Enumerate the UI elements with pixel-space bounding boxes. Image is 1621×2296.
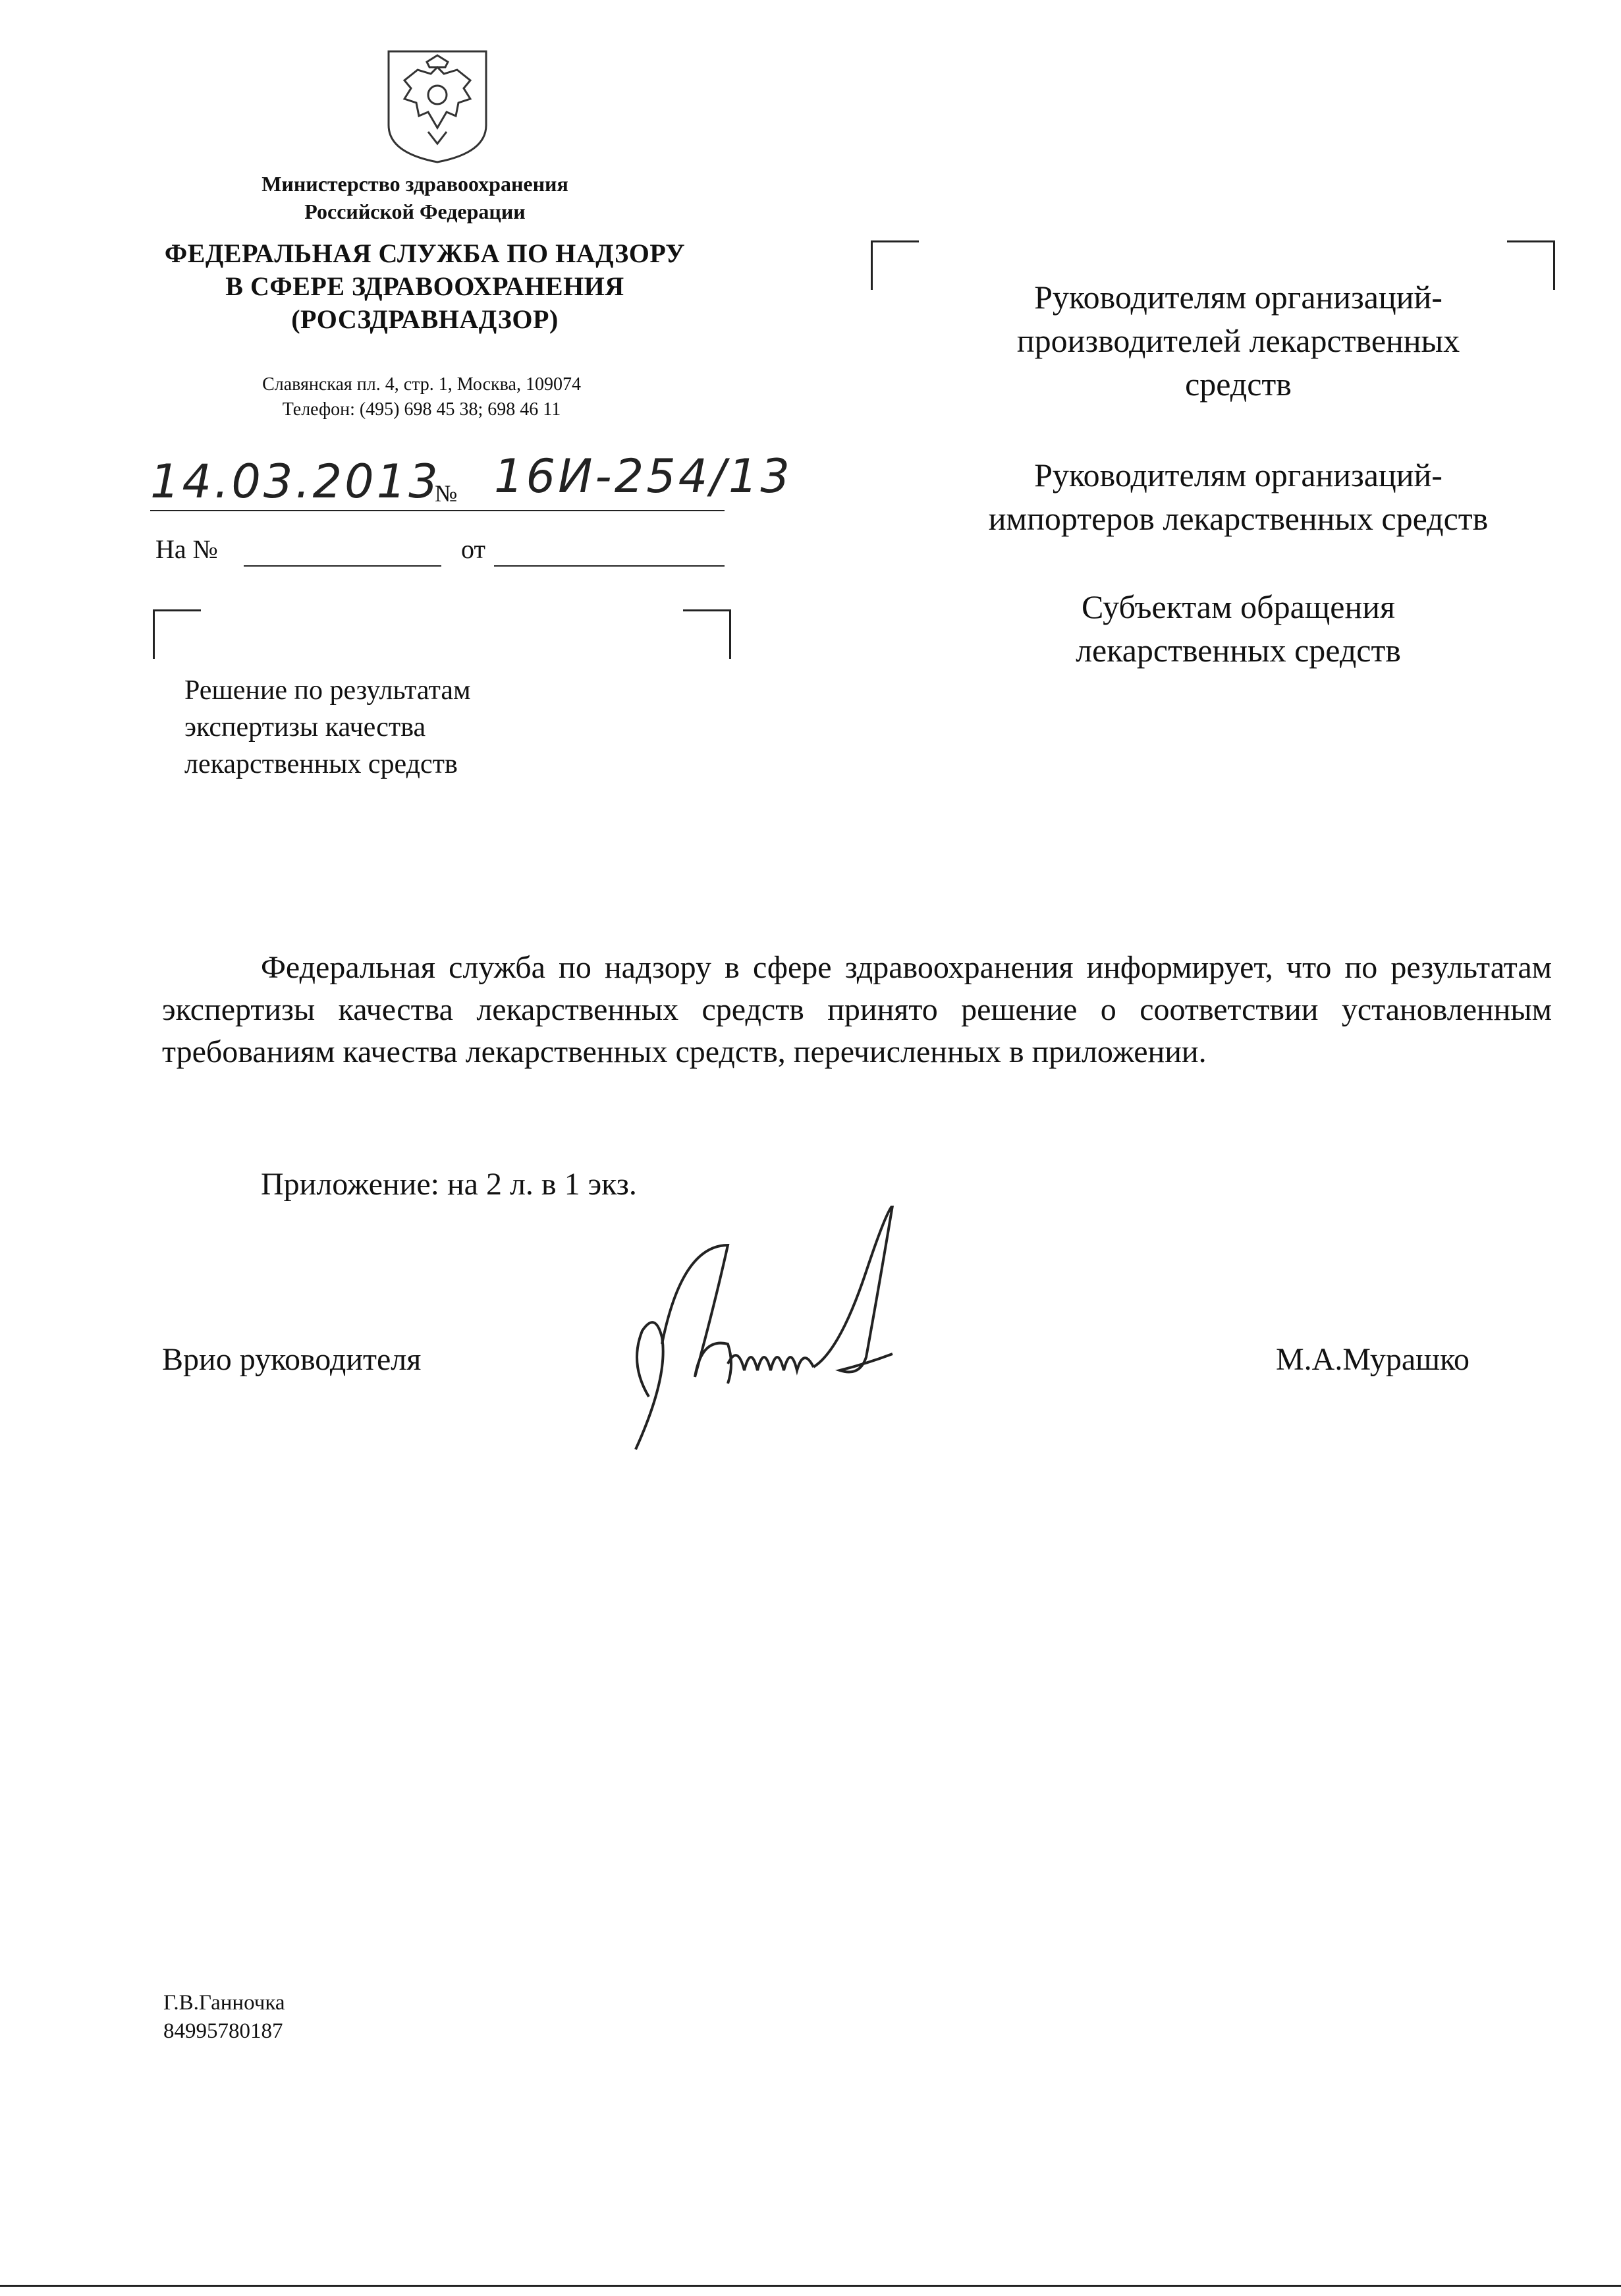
- bottom-rule: [0, 2285, 1621, 2287]
- subject-bracket-right: [683, 609, 731, 659]
- signatory-role: Врио руководителя: [162, 1342, 422, 1377]
- agency-line-2: В СФЕРЕ ЗДРАВООХРАНЕНИЯ: [225, 271, 624, 301]
- registration-underline: [150, 510, 725, 511]
- registration-number: 16И-254/13: [494, 449, 792, 503]
- ministry-name: [151, 170, 678, 225]
- executor-name: Г.В.Ганночка: [163, 1991, 285, 2015]
- agency-line-3: (РОСЗДРАВНАДЗОР): [291, 304, 559, 334]
- phone-line: Телефон: (495) 698 45 38; 698 46 11: [282, 399, 561, 420]
- agency-address: [151, 372, 692, 422]
- agency-name: [135, 237, 715, 336]
- address-line: Славянская пл. 4, стр. 1, Москва, 109074: [262, 374, 581, 395]
- reference-number-blank: [244, 565, 441, 567]
- executor-phone: 84995780187: [163, 2019, 283, 2043]
- ministry-line-2: Российской Федерации: [304, 200, 526, 223]
- subject-line-2: экспертизы качества: [184, 712, 426, 742]
- letter-body: [162, 947, 1552, 1073]
- addressee-subjects: [909, 585, 1568, 672]
- reference-row: [155, 534, 218, 565]
- addressee-2-line-2: импортеров лекарственных средств: [988, 500, 1489, 537]
- coat-of-arms-emblem: [385, 47, 490, 165]
- body-paragraph: Федеральная служба по надзору в сфере здравоохранения информирует, что по результатам экспертизы качества лекарственных средств принято решение о соответствии установленным требованиям качества лекарственных средств, перечисленных в приложении.: [162, 950, 1552, 1069]
- addressee-manufacturers: [909, 275, 1568, 406]
- letter-subject: [184, 672, 471, 783]
- addressee-1-line-2: производителей лекарственных: [1016, 322, 1460, 359]
- addressee-2-line-1: Руководителям организаций-: [1034, 457, 1442, 493]
- addressee-importers: [909, 453, 1568, 540]
- subject-bracket-left: [153, 609, 201, 659]
- addressee-1-line-1: Руководителям организаций-: [1034, 279, 1442, 316]
- reference-date-blank: [494, 565, 725, 567]
- subject-line-3: лекарственных средств: [184, 749, 458, 779]
- addressee-1-line-3: средств: [1185, 366, 1292, 403]
- subject-line-1: Решение по результатам: [184, 675, 471, 706]
- addressee-3-line-2: лекарственных средств: [1076, 632, 1401, 669]
- ministry-line-1: Министерство здравоохранения: [261, 172, 568, 196]
- agency-line-1: ФЕДЕРАЛЬНАЯ СЛУЖБА ПО НАДЗОРУ: [164, 238, 686, 268]
- addressee-3-line-1: Субъектам обращения: [1082, 588, 1395, 625]
- reference-from-label: от: [461, 534, 485, 564]
- registration-date: 14.03.2013: [150, 455, 441, 509]
- registration-number-label: №: [435, 480, 458, 507]
- attachment-note: Приложение: на 2 л. в 1 экз.: [261, 1167, 637, 1202]
- reference-label: На №: [155, 534, 218, 564]
- handwritten-signature: [616, 1206, 925, 1456]
- signatory-name: М.А.Мурашко: [1276, 1342, 1470, 1377]
